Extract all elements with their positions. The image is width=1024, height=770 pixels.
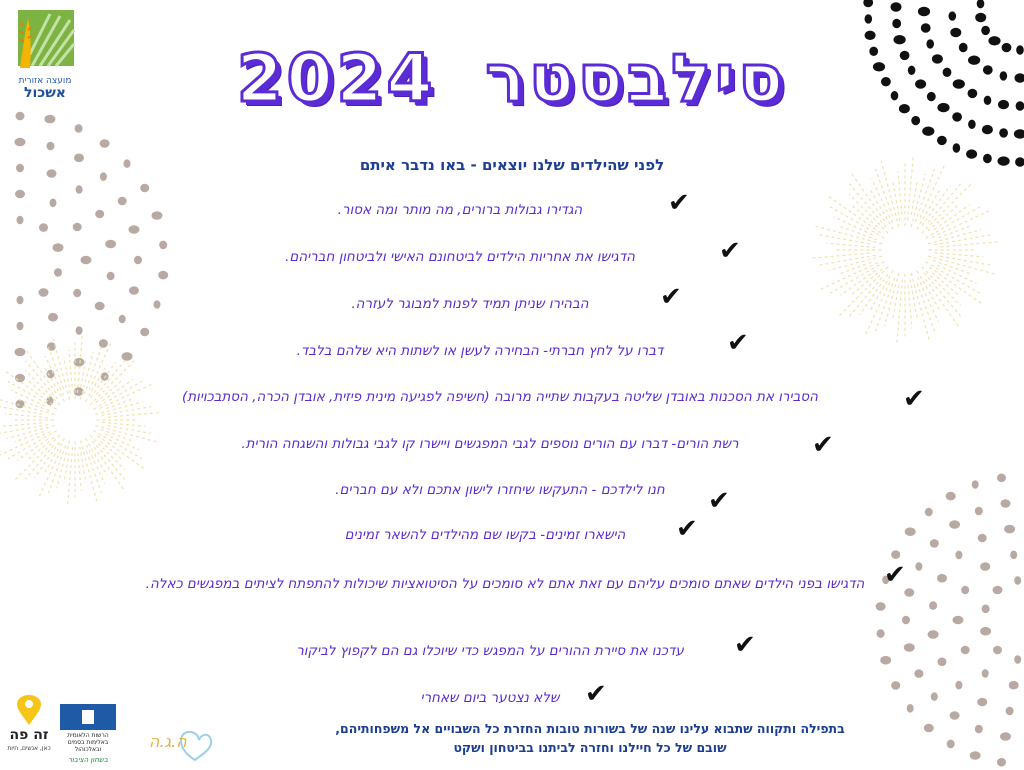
decor-dot [953,143,961,152]
firework-ray [918,277,939,322]
decor-dot [982,669,989,678]
list-item: חנו לילדכם - התעקשו שיחזרו לישון אתכם ולא עם חברים. [290,482,710,498]
decor-dot [929,601,937,610]
rashut-text: הרשות הלאומית באלימות בסמים ובאלכוהול [58,732,118,753]
decor-dot [53,243,64,252]
firework-ray [64,453,69,483]
decor-dot [915,562,922,571]
firework-ray [17,439,48,460]
decor-dot [961,586,969,595]
decor-dot [158,271,168,280]
decor-dot [129,225,140,234]
ze-pe-sub: כאן, אנשים, חיות [4,745,54,752]
firework-ray [875,278,894,331]
firework-ray [811,253,869,258]
firework-ray [101,441,124,461]
check-icon: ✔ [903,384,925,414]
firework-ray [93,431,142,459]
decor-dot [100,139,110,148]
decor-dot [982,605,990,614]
firework-ray [25,370,60,405]
firework-ray [820,235,870,244]
rashut-logo [58,702,118,766]
decor-dot [107,272,115,281]
decor-dot [863,0,873,7]
decor-dot [47,370,55,379]
firework-ray [105,434,139,450]
decor-dot [982,125,993,134]
firework-ray [872,179,893,224]
firework-ray [908,286,912,329]
decor-dot [930,539,939,548]
decor-dot [159,241,167,250]
firework-ray [893,180,900,221]
decor-dot [946,492,956,501]
check-icon: ✔ [734,630,756,660]
list-item: הבהירו שניתן תמיד לפנות למבוגר לעזרה. [290,296,650,312]
check-icon: ✔ [727,328,749,358]
decor-dot [134,256,142,265]
check-icon: ✔ [884,560,906,590]
list-item: רשת הורים- דברו עם הורים נוספים לגבי המפגשים ויישרו קו לגבי גבולות והשגחה הורית. [180,436,800,452]
decor-dot [980,562,990,571]
firework-ray [89,344,111,390]
firework-ray [6,372,53,405]
decor-dot [76,326,83,335]
decor-dot [1010,551,1017,560]
firework-ray [96,426,157,442]
decor-dot [953,616,964,625]
firework-ray [941,242,999,247]
decor-dot [922,127,934,136]
list-item: שלא נצטער ביום שאחרי [400,690,580,706]
firework-ray [934,235,990,245]
firework-ray [64,357,70,393]
firework-ray [926,262,980,293]
decor-dot [975,13,986,22]
decor-dot [925,508,933,517]
decor-dot [81,256,92,265]
heart-logo [135,720,215,766]
check-icon: ✔ [585,679,607,709]
firework-ray [910,279,917,320]
title-year: 2024 [237,40,437,117]
decor-dot [931,692,938,701]
decor-dot [999,128,1008,137]
firework-ray [90,435,125,470]
decor-dot [1004,525,1015,534]
decor-dot [39,223,48,232]
list-item: עדכנו את סיירת ההורים על המפגש כדי שיוכלו גם הם לקפוץ לביקור [250,643,730,659]
decor-dot [122,352,133,361]
decor-dot [914,669,923,678]
check-icon: ✔ [812,430,834,460]
decor-dot [140,184,149,193]
decor-dot [17,322,24,331]
firework-ray [932,273,959,296]
title-word: סילבסטר [485,40,787,117]
firework-ray [830,262,884,293]
decor-dot [15,138,26,147]
firework-ray [915,169,934,222]
decor-dot [50,199,57,208]
firework-ray [78,453,81,490]
decor-dot [73,223,82,232]
decor-dot [892,19,901,28]
firework-ray [926,207,980,238]
decor-dot [1006,707,1014,716]
decor-dot [47,142,55,151]
decor-dot [15,190,25,199]
decor-dot [968,120,976,129]
decor-dot [904,588,914,597]
decor-dot [955,681,962,690]
decor-dot [73,289,81,298]
eshkol-label-small: מועצה אזורית [10,76,80,86]
decor-dot [152,211,163,220]
firework-ray [8,381,57,409]
decor-dot [95,210,104,219]
decor-dot [75,124,83,133]
decor-dot [1014,576,1021,585]
heart-logo-text: ה.ג.ה [149,732,187,751]
decor-dot [993,646,1002,655]
firework-ray [93,441,125,479]
decor-dot [15,348,26,357]
decor-dot [938,658,947,667]
firework-ray [97,436,144,469]
decor-dot [891,550,900,559]
decor-dot [972,480,979,489]
decor-dot [961,646,970,655]
decor-dot [918,7,930,16]
decor-dot [949,520,960,529]
decor-dot [880,656,891,665]
firework-ray [81,441,97,502]
firework-ray [940,256,990,265]
decor-dot [975,507,983,516]
firework-ray [8,431,57,459]
decor-dot [950,28,961,37]
ze-pe-logo [4,695,54,765]
decor-dot [928,630,939,639]
firework-ray [84,347,101,394]
decor-dot [118,197,127,206]
decor-dot [955,551,962,560]
decor-dot [17,216,24,225]
footer-line: שובם של כל חיילנו וחזרה לביתנו בביטחון ושקט [180,738,1000,757]
decor-dot [119,315,126,324]
firework-ray [80,447,86,483]
decor-dot [47,342,56,351]
decor-dot [978,534,987,543]
footer-blessing [180,719,1000,757]
firework-ray [850,204,877,227]
firework-ray [898,172,902,215]
check-icon: ✔ [660,282,682,312]
check-icon: ✔ [676,514,698,544]
list-item: דברו על לחץ חברתי- הבחירה לעשן או לשתות היא שלהם בלבד. [240,343,720,359]
decor-dot [54,268,62,277]
decor-dot [977,0,985,8]
decor-dot [140,328,149,337]
firework-ray [830,207,884,238]
rashut-sub: בשחון הציבור [58,756,118,764]
decor-dot [980,627,991,636]
decor-dot [17,296,24,305]
decor-dot [95,302,105,311]
decor-dot [921,23,931,32]
decor-dot [904,643,915,652]
ze-pe-name: זה פה [4,727,54,743]
decor-dot [876,602,886,611]
page-title [0,40,1024,117]
decor-dot [865,31,876,40]
check-icon: ✔ [708,486,730,516]
firework-ray [108,426,152,434]
decor-dot [937,574,947,583]
decor-dot [129,286,139,295]
decor-dot [997,758,1006,767]
decor-dot [877,629,885,638]
decor-dot [993,586,1003,595]
list-item: הישארו זמינים- בקשו שם מהילדים להשאר זמינים [300,527,670,543]
decor-dot [907,704,914,713]
decor-dot [105,240,116,249]
list-item: הגדירו גבולות ברורים, מה מותר ומה אסור. [260,202,660,218]
decor-dot [981,26,990,35]
firework-ray [25,361,57,399]
check-icon: ✔ [719,236,741,266]
decor-dot [905,527,916,536]
firework-ray [39,450,61,496]
decor-dot [1014,655,1021,664]
firework-ray [69,350,72,387]
firework-ray [820,255,876,265]
decor-dot [891,681,900,690]
decor-dot [1014,129,1024,138]
decor-dot [99,339,108,348]
firework-ray [911,180,917,215]
decor-dot [154,300,161,309]
decor-dot [16,400,25,409]
firework-ray [849,184,886,227]
firework-ray [26,438,54,462]
decor-dot [15,374,25,383]
list-item: הדגישו את אחריות הילדים לביטחונם האישי ולביטחון חבריהם. [200,249,720,265]
decor-dot [1001,499,1011,508]
firework-ray [49,446,66,493]
decor-dot [76,185,83,194]
decor-dot [1009,681,1019,690]
decor-dot [997,474,1006,483]
firework-ray [893,285,899,320]
list-item: הדגישו בפני הילדים שאתם סומכים עליהם עם זאת אתם לא סומכים על הסיטואציות שיכולות להתפתח לציתים במפגשים כאלה. [140,573,870,595]
firework-right [811,156,998,343]
firework-ray [875,169,892,217]
firework-ray [897,280,903,344]
decor-dot [937,136,947,145]
firework-ray [828,196,881,233]
list-item: הסבירו את הסכנות באובדן שליטה בעקבות שתייה מרובה (חשיפה לפגיעה מינית פיזית, אובדן הכרה, הסתבכויות) [110,389,890,405]
eshkol-label-big: אשכול [10,85,80,101]
decor-dot [902,616,910,625]
rashut-icon [58,702,118,732]
firework-ray [929,267,982,304]
decor-dot [1000,732,1011,741]
decor-dot [865,14,873,23]
decor-dot [39,288,49,297]
check-icon: ✔ [668,188,690,218]
firework-ray [26,379,49,399]
decor-dot [949,11,957,20]
decor-dot [977,698,987,707]
decor-dot [891,2,902,11]
location-pin-icon [4,695,54,727]
firework-ray [87,445,105,484]
decor-dot [48,313,58,322]
firework-ray [865,282,890,335]
subtitle: לפני שהילדים שלנו יוצאים - באו נדבר איתם [0,156,1024,174]
footer-line: בתפילה ותקווה שתבוא עלינו שנה של בשורות טובות החזרת כל השבויים אל משפחותיהם, [180,719,1000,738]
decor-dot [911,116,920,125]
firework-ray [924,273,961,316]
firework-ray [917,284,934,332]
